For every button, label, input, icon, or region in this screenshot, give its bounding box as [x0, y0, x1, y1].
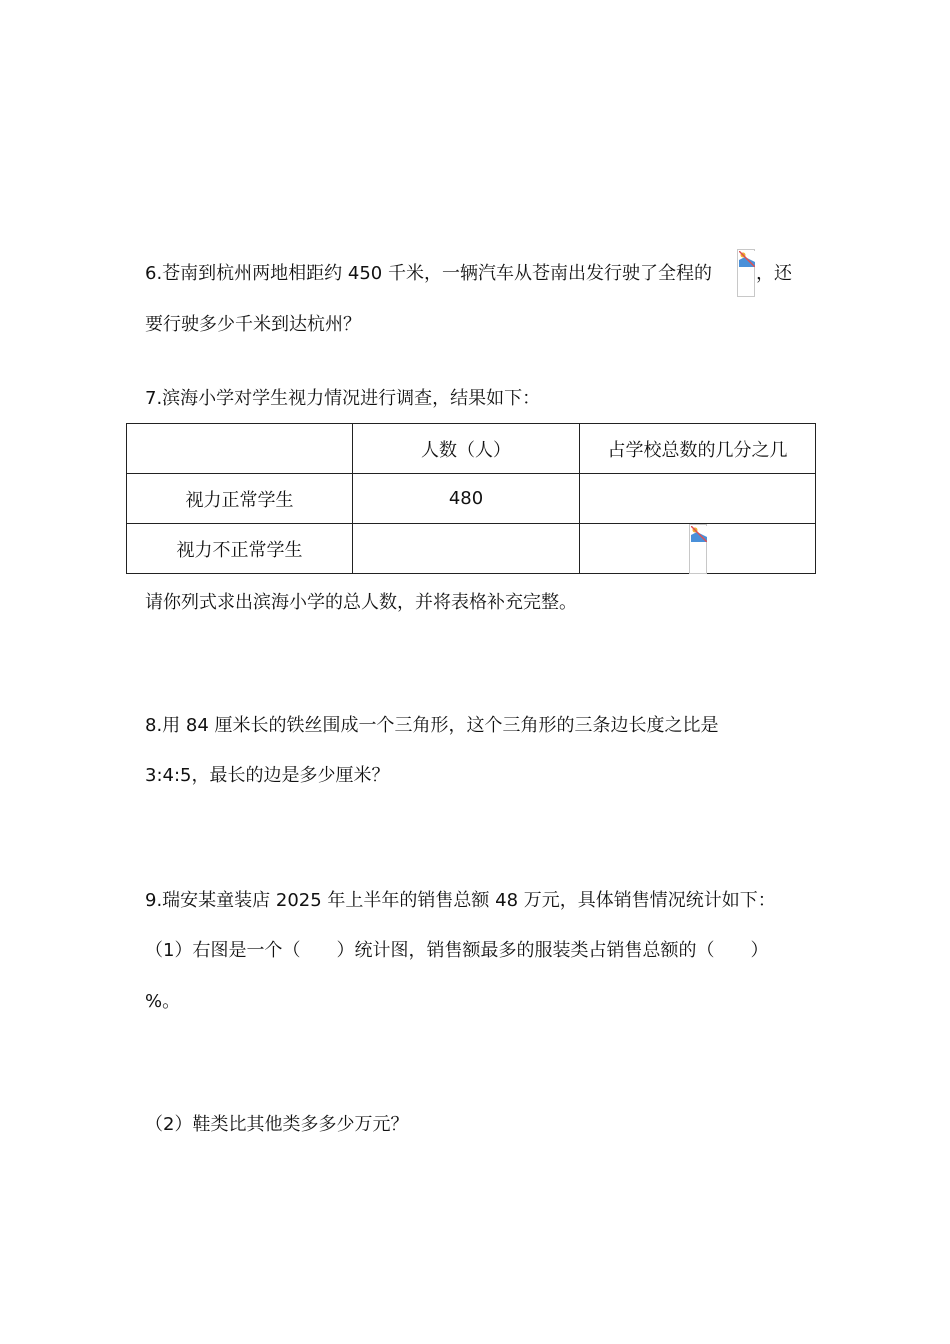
table-header-cell: 人数（人） — [353, 424, 580, 474]
q6-text-before: 6.苍南到杭州两地相距约 450 千米，一辆汽车从苍南出发行驶了全程的 — [145, 263, 712, 284]
q6-line2: 要行驶多少千米到达杭州？ — [145, 314, 361, 335]
q8-line1: 8.用 84 厘米长的铁丝围成一个三角形，这个三角形的三条边长度之比是 — [145, 715, 719, 736]
q8-line2: 3:4:5，最长的边是多少厘米？ — [145, 765, 390, 786]
table-row — [127, 524, 816, 574]
q7-instruction: 请你列式求出滨海小学的总人数，并将表格补充完整。 — [145, 592, 577, 613]
table-cell-fraction — [580, 524, 816, 574]
vision-survey-table — [126, 423, 816, 574]
table-header-row — [127, 424, 816, 474]
table-row — [127, 474, 816, 524]
q7-fraction-image — [689, 524, 707, 574]
q9-intro: 9.瑞安某童装店 2025 年上半年的销售总额 48 万元，具体销售情况统计如下： — [145, 890, 776, 911]
table-header-cell — [127, 424, 353, 474]
table-header-cell: 占学校总数的几分之几 — [580, 424, 816, 474]
table-cell: 视力不正常学生 — [127, 524, 353, 574]
table-cell — [580, 474, 816, 524]
table-cell — [353, 524, 580, 574]
q9-part1-line1: （1）右图是一个（ ）统计图，销售额最多的服装类占销售总额的（ ） — [145, 940, 769, 961]
q9-part1-line2: %。 — [145, 991, 181, 1012]
q6-line1-tail: ，还 — [756, 263, 792, 284]
table-cell: 480 — [353, 474, 580, 524]
q9-part2: （2）鞋类比其他类多多少万元？ — [145, 1114, 409, 1135]
q7-intro: 7.滨海小学对学生视力情况进行调查，结果如下： — [145, 388, 541, 409]
q6-fraction-image — [737, 249, 755, 297]
table-cell: 视力正常学生 — [127, 474, 353, 524]
q6-line1 — [145, 262, 712, 286]
